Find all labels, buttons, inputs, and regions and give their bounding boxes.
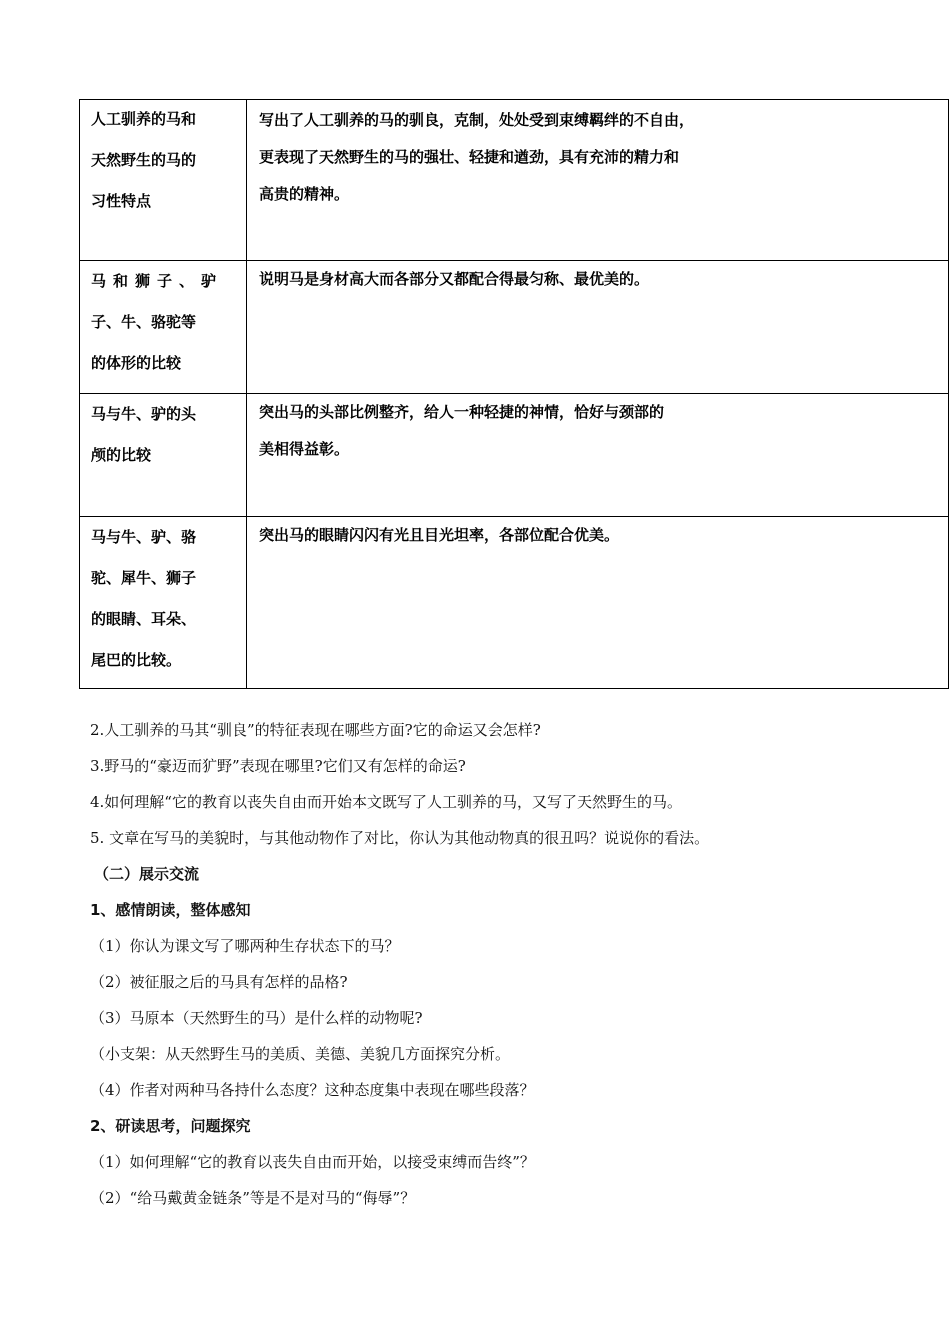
cell-line: 驼、犀牛、狮子 xyxy=(91,569,197,587)
cell-line: 写出了人工驯养的马的驯良，克制，处处受到束缚羁绊的不自由， xyxy=(259,111,695,129)
question-4: 4.如何理解“它的教育以丧失自由而开始本文既写了人工驯养的马，又写了天然野生的马。 xyxy=(90,793,682,811)
cell-line: 子、牛、骆驼等 xyxy=(91,313,197,331)
cell-line: 马和狮子、驴 xyxy=(91,272,224,290)
part1-heading: 1、感情朗读，整体感知 xyxy=(90,901,251,919)
table-row-content xyxy=(247,261,949,394)
cell-line: 突出马的头部比例整齐，给人一种轻捷的神情，恰好与颈部的 xyxy=(259,403,665,421)
part1-item: （3）马原本（天然野生的马）是什么样的动物呢? xyxy=(90,1009,423,1027)
table-row-content xyxy=(247,517,949,689)
table-row xyxy=(80,100,949,261)
question-2: 2.人工驯养的马其“驯良”的特征表现在哪些方面?它的命运又会怎样? xyxy=(90,721,541,739)
table-row-label xyxy=(80,394,247,517)
cell-line: 天然野生的马的 xyxy=(91,151,197,169)
cell-line: 马与牛、驴、骆 xyxy=(91,528,197,546)
cell-line: 的体形的比较 xyxy=(91,354,182,372)
table-row-label xyxy=(80,261,247,394)
cell-line: 颅的比较 xyxy=(91,446,152,464)
cell-line: 马与牛、驴的头 xyxy=(91,405,197,423)
part1-item: （1）你认为课文写了哪两种生存状态下的马？ xyxy=(90,937,400,955)
comparison-table xyxy=(79,99,949,689)
section-heading: （二）展示交流 xyxy=(94,865,200,883)
cell-line: 习性特点 xyxy=(91,192,152,210)
table-row xyxy=(80,394,949,517)
part2-item: （2）“给马戴黄金链条”等是不是对马的“侮辱”？ xyxy=(90,1189,416,1207)
document-body xyxy=(90,712,930,1216)
table-row-label xyxy=(80,517,247,689)
table-row-content xyxy=(247,394,949,517)
table-row-label xyxy=(80,100,247,261)
cell-line: 美相得益彰。 xyxy=(259,440,350,458)
cell-line: 更表现了天然野生的马的强壮、轻捷和遒劲，具有充沛的精力和 xyxy=(259,148,680,166)
cell-line: 人工驯养的马和 xyxy=(91,110,197,128)
question-3: 3.野马的“豪迈而犷野”表现在哪里?它们又有怎样的命运? xyxy=(90,757,466,775)
cell-line: 的眼睛、耳朵、 xyxy=(91,610,197,628)
question-5: 5. 文章在写马的美貌时，与其他动物作了对比，你认为其他动物真的很丑吗？说说你的看法。 xyxy=(90,829,710,847)
table-row xyxy=(80,261,949,394)
cell-line: 说明马是身材高大而各部分又都配合得最匀称、最优美的。 xyxy=(259,270,650,288)
cell-line: 尾巴的比较。 xyxy=(91,651,182,669)
part2-heading: 2、研读思考，问题探究 xyxy=(90,1117,251,1135)
cell-line: 高贵的精神。 xyxy=(259,185,350,203)
table-row xyxy=(80,517,949,689)
table-row-content xyxy=(247,100,949,261)
part1-item: （2）被征服之后的马具有怎样的品格? xyxy=(90,973,348,991)
part1-item: （小支架：从天然野生马的美质、美德、美貌几方面探究分析。 xyxy=(90,1045,511,1063)
cell-line: 突出马的眼睛闪闪有光且目光坦率，各部位配合优美。 xyxy=(259,526,620,544)
part2-item: （1）如何理解“它的教育以丧失自由而开始，以接受束缚而告终”？ xyxy=(90,1153,535,1171)
part1-item: （4）作者对两种马各持什么态度？这种态度集中表现在哪些段落？ xyxy=(90,1081,535,1099)
